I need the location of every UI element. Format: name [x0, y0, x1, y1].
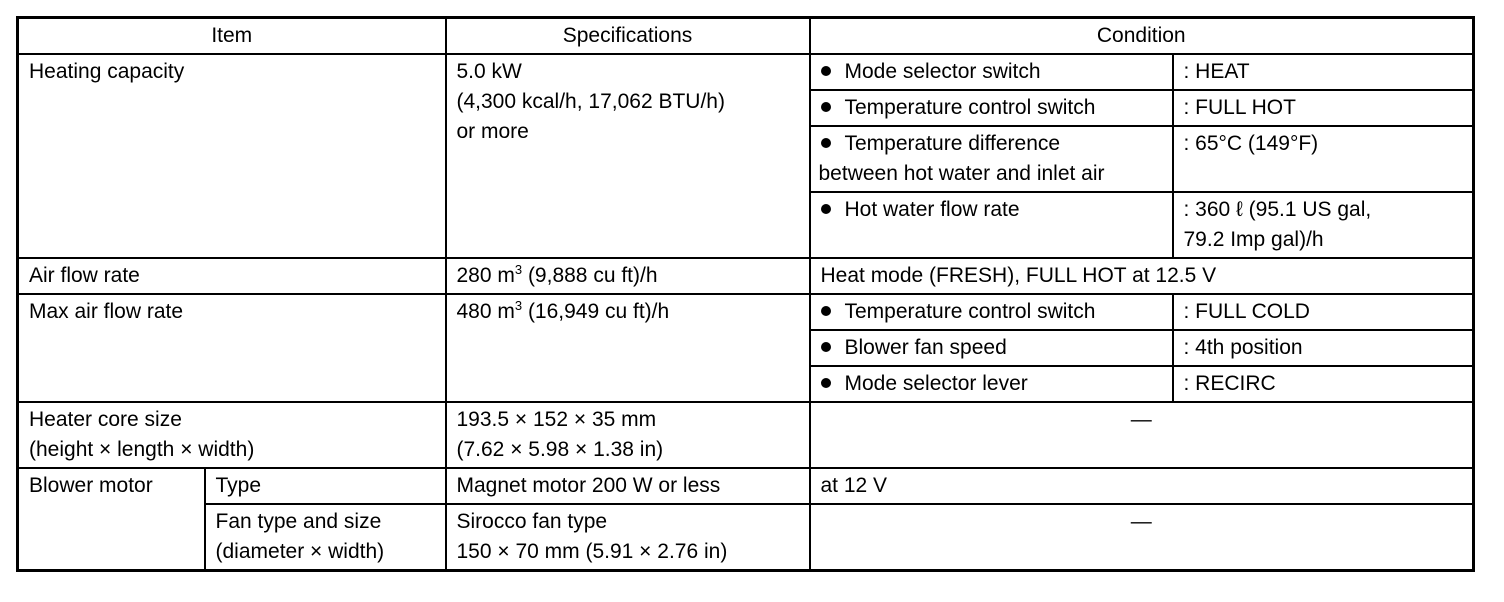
- spec-cell: [446, 54, 810, 258]
- bullet-icon: [821, 204, 831, 214]
- condition-value: : 4th position: [1173, 330, 1473, 366]
- condition-subtable: [811, 295, 1473, 401]
- table-row-blower-motor-type: [18, 468, 1474, 504]
- spec-line: 5.0 kW: [456, 60, 522, 83]
- condition-cell: —: [810, 402, 1474, 468]
- table-row-air-flow-rate: [18, 258, 1474, 294]
- condition-label: Mode selector lever: [811, 366, 1173, 401]
- table-row-blower-motor-fan: [18, 504, 1474, 571]
- condition-value: : RECIRC: [1183, 372, 1276, 395]
- item-cell: Heating capacity: [18, 54, 446, 258]
- table-row-heater-core-size: [18, 402, 1474, 468]
- spec-cell: 193.5 × 152 × 35 mm (7.62 × 5.98 × 1.38 in): [446, 402, 810, 468]
- header-item: Item: [18, 18, 446, 55]
- condition-label: Mode selector switch: [811, 55, 1173, 90]
- spec-cell: Magnet motor 200 W or less: [446, 468, 810, 504]
- bullet-icon: [821, 306, 831, 316]
- spec-cell: Sirocco fan type 150 × 70 mm (5.91 × 2.76 in): [446, 504, 810, 571]
- condition-cell: [810, 54, 1474, 258]
- condition-label: Temperature control switch: [811, 90, 1173, 126]
- condition-row: [811, 295, 1473, 330]
- header-specifications: Specifications: [446, 18, 810, 55]
- item-cell: Max air flow rate: [18, 294, 446, 402]
- bullet-icon: [821, 138, 831, 148]
- bullet-icon: [821, 66, 831, 76]
- item-cell: Blower motor: [18, 468, 205, 571]
- bullet-icon: [821, 378, 831, 388]
- condition-cell: at 12 V: [810, 468, 1474, 504]
- spec-sheet: [16, 16, 1475, 572]
- spec-line: or more: [456, 120, 529, 143]
- condition-label: Hot water flow rate: [811, 192, 1173, 257]
- sub-item-cell: Fan type and size (diameter × width): [205, 504, 446, 571]
- condition-row: [811, 90, 1473, 126]
- header-row: [18, 18, 1474, 55]
- heater-spec-table: [16, 16, 1475, 572]
- condition-label: Temperature difference between hot water and inlet air: [811, 126, 1173, 192]
- condition-value: : FULL HOT: [1173, 90, 1473, 126]
- condition-row: [811, 55, 1473, 90]
- bullet-icon: [821, 342, 831, 352]
- condition-value: : 65°C (149°F): [1173, 126, 1473, 192]
- condition-cell: [810, 294, 1474, 402]
- condition-value: : FULL COLD: [1173, 295, 1473, 330]
- sub-item-cell: Type: [205, 468, 446, 504]
- condition-row: [811, 192, 1473, 257]
- header-condition: Condition: [810, 18, 1474, 55]
- table-row-heating-capacity: [18, 54, 1474, 258]
- item-cell: Heater core size (height × length × width): [18, 402, 446, 468]
- condition-value: : HEAT: [1173, 55, 1473, 90]
- spec-line: (4,300 kcal/h, 17,062 BTU/h): [456, 90, 725, 113]
- condition-row: [811, 330, 1473, 366]
- condition-label: Blower fan speed: [811, 330, 1173, 366]
- condition-row: [811, 366, 1473, 401]
- bullet-icon: [821, 102, 831, 112]
- condition-label: Temperature control switch: [811, 295, 1173, 330]
- condition-row: [811, 126, 1473, 192]
- item-cell: Air flow rate: [18, 258, 446, 294]
- spec-cell: 280 $m^3$ (9,888 cu ft)/h: [446, 258, 810, 294]
- condition-subtable: [811, 55, 1473, 257]
- table-row-max-air-flow-rate: [18, 294, 1474, 402]
- condition-value: : 360 ℓ (95.1 US gal, 79.2 Imp gal)/h: [1183, 198, 1372, 251]
- condition-cell: Heat mode (FRESH), FULL HOT at 12.5 V: [810, 258, 1474, 294]
- spec-cell: 480 $m^3$ (16,949 cu ft)/h: [446, 294, 810, 402]
- condition-cell: —: [810, 504, 1474, 571]
